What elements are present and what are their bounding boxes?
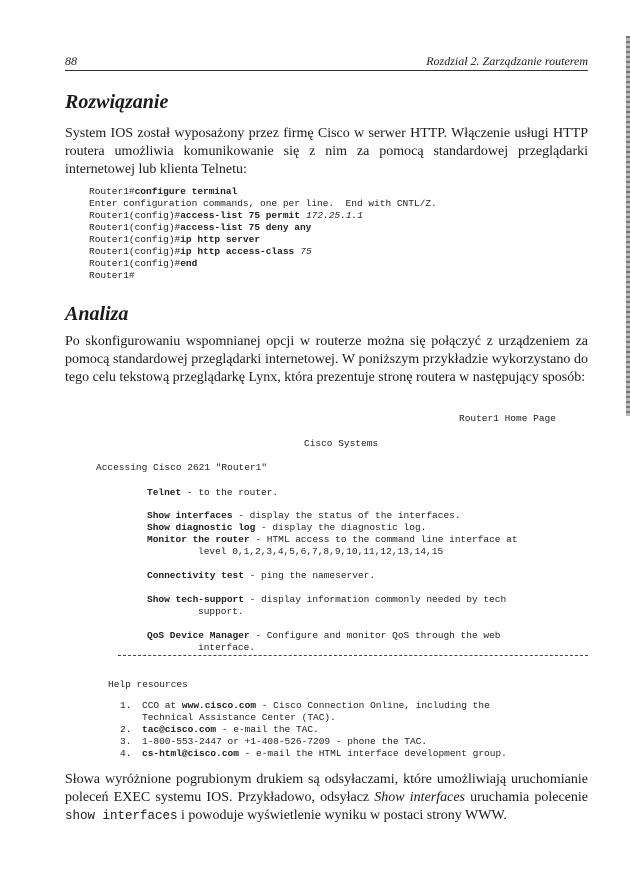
code-command: ip http server (180, 234, 261, 245)
help-item-desc: Technical Assistance Center (TAC). (142, 712, 336, 723)
chapter-title: Rozdział 2. Zarządzanie routerem (426, 54, 588, 68)
code-command: configure terminal (134, 186, 238, 197)
help-item-desc: - e-mail the HTML interface development group. (238, 748, 507, 759)
lynx-link[interactable]: Monitor the router (147, 534, 250, 545)
lynx-link-desc: - HTML access to the command line interface at (249, 534, 518, 545)
lynx-link[interactable]: Show tech-support (147, 594, 244, 605)
lynx-menu-line (147, 510, 461, 522)
lynx-link-desc: - display information commonly needed by tech (243, 594, 507, 605)
lynx-link-desc: support. (198, 606, 244, 617)
lynx-link-desc: - to the router. (181, 487, 279, 498)
section-title-analysis: Analiza (65, 303, 129, 325)
code-prompt: Router1(config)# (89, 222, 181, 233)
closing-paragraph (65, 771, 588, 825)
code-prompt: Router1(config)# (89, 246, 181, 257)
lynx-link-desc: - Configure and monitor QoS through the web (249, 630, 501, 641)
lynx-menu-line (198, 606, 244, 618)
lynx-menu-line (198, 642, 255, 654)
help-item (120, 712, 336, 724)
help-item (120, 736, 427, 748)
help-item-number: 3. (120, 736, 132, 747)
lynx-link-desc: - display the diagnostic log. (255, 522, 427, 533)
code-command: end (180, 258, 198, 269)
lynx-link-desc: - ping the nameserver. (243, 570, 376, 581)
help-item (120, 748, 507, 760)
section-title-solution: Rozwiązanie (65, 91, 169, 113)
code-prompt: Router1(config)# (89, 258, 181, 269)
help-link[interactable]: cs-html@cisco.com (142, 748, 239, 759)
lynx-menu-line (147, 487, 278, 499)
code-prompt: Enter configuration commands, one per line. End with CNTL/Z. (89, 198, 437, 209)
lynx-link-desc: interface. (198, 642, 256, 653)
closing-text-3: i powoduje wyświetlenie wyniku w postaci strony WWW. (177, 808, 507, 823)
lynx-link[interactable]: Connectivity test (147, 570, 244, 581)
lynx-menu-line (147, 522, 426, 534)
help-item-number: 1. (120, 700, 132, 711)
lynx-link[interactable]: Show interfaces (147, 510, 233, 521)
lynx-home-page-title: Router1 Home Page (459, 413, 556, 424)
help-item (120, 700, 490, 712)
lynx-menu-line (198, 546, 443, 558)
code-prompt: Router1(config)# (89, 210, 181, 221)
lynx-menu-line (147, 570, 375, 582)
code-command: access-list 75 deny any (180, 222, 312, 233)
lynx-accessing-line: Accessing Cisco 2621 "Router1" (96, 462, 268, 473)
lynx-link-desc: - display the status of the interfaces. (232, 510, 461, 521)
closing-text-1: Słowa wyróżnione pogrubionym drukiem są odsyłaczami, które umożliwiają uruchomianie poleceń EXEC systemu IOS. Przykładowo, odsyłacz (65, 772, 588, 805)
code-command: access-list 75 permit (180, 210, 300, 221)
help-item-desc: - Cisco Connection Online, including the (256, 700, 490, 711)
closing-link-italic: Show interfaces (374, 790, 465, 805)
code-argument: 172.25.1.1 (305, 210, 363, 221)
code-prompt: Router1(config)# (89, 234, 181, 245)
lynx-company: Cisco Systems (304, 438, 379, 449)
help-link[interactable]: tac@cisco.com (142, 724, 217, 735)
lynx-link[interactable]: Telnet (147, 487, 182, 498)
code-argument: 75 (300, 246, 312, 257)
lynx-link-desc: level 0,1,2,3,4,5,6,7,8,9,10,11,12,13,14,15 (198, 546, 444, 557)
solution-paragraph: System IOS został wyposażony przez firmę Cisco w serwer HTTP. Włączenie usługi HTTP routera umożliwia komunikowanie się z nim za pomocą standardowej przeglądarki internetowej lub klienta Telnetu: (65, 126, 588, 177)
help-item-number: 2. (120, 724, 132, 735)
lynx-separator (118, 655, 588, 656)
closing-code: show interfaces (65, 809, 178, 823)
lynx-menu-line (147, 534, 518, 546)
lynx-menu-line (147, 630, 500, 642)
help-item-number: 4. (120, 748, 132, 759)
lynx-menu-line (147, 594, 506, 606)
analysis-paragraph: Po skonfigurowaniu wspomnianej opcji w routerze można się połączyć z urządzeniem za pomocą standardowej przeglądarki internetowej. W poniższym przykładzie wykorzystano do tego celu tekstową przeglądarkę Lynx, która prezentuje stronę routera w następujący sposób: (65, 334, 588, 385)
help-item (120, 724, 319, 736)
help-item-prefix: CCO at (142, 700, 182, 711)
page-number: 88 (65, 54, 77, 68)
help-item-desc: 1-800-553-2447 or +1-408-526-7209 - phone the TAC. (142, 736, 428, 747)
help-item-desc: - e-mail the TAC. (216, 724, 319, 735)
lynx-link[interactable]: Show diagnostic log (147, 522, 256, 533)
code-command: ip http access-class (180, 246, 295, 257)
closing-text-2: uruchamia polecenie (465, 790, 589, 805)
help-resources-title: Help resources (108, 679, 188, 690)
help-link[interactable]: www.cisco.com (181, 700, 257, 711)
code-prompt: Router1# (89, 186, 135, 197)
lynx-link[interactable]: QoS Device Manager (147, 630, 250, 641)
code-prompt: Router1# (89, 270, 135, 281)
